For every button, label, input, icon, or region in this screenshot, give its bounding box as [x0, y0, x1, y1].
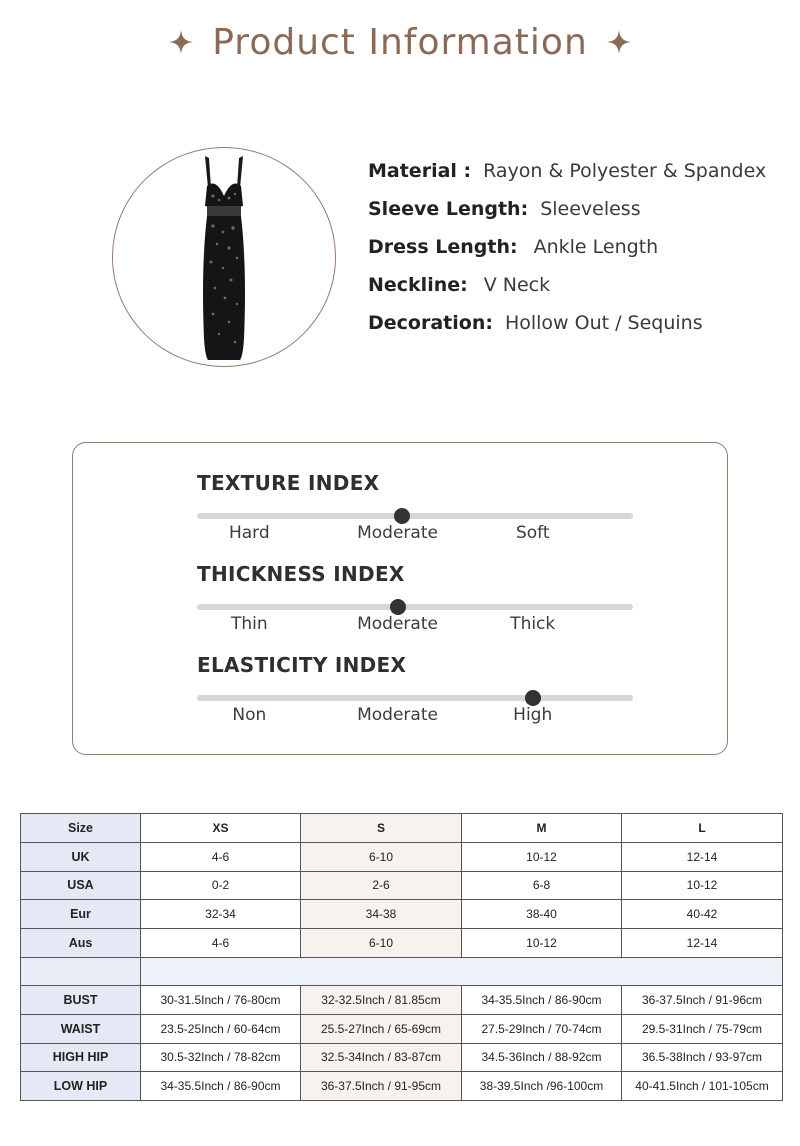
- table-cell: 29.5-31Inch / 75-79cm: [622, 1014, 783, 1043]
- table-cell: 12-14: [622, 929, 783, 958]
- table-cell: 2-6: [301, 871, 462, 900]
- thickness-index: [197, 560, 633, 636]
- sparkle-icon: [168, 29, 194, 55]
- table-cell: 34.5-36Inch / 88-92cm: [462, 1043, 622, 1072]
- attribute-sleeve-length: [368, 190, 788, 228]
- index-label: High: [513, 705, 553, 725]
- attribute-key: Material :: [368, 160, 472, 182]
- table-cell: 32-34: [141, 900, 301, 929]
- attribute-value: Ankle Length: [533, 236, 659, 258]
- attribute-key: Decoration:: [368, 312, 493, 334]
- attribute-neckline: [368, 266, 788, 304]
- table-row: [21, 842, 783, 871]
- table-cell: [141, 957, 783, 985]
- table-cell: 36.5-38Inch / 93-97cm: [622, 1043, 783, 1072]
- index-labels: [197, 523, 633, 545]
- table-row: [21, 1072, 783, 1101]
- table-cell: WAIST: [21, 1014, 141, 1043]
- index-label: Thin: [230, 614, 268, 634]
- page-title: Product Information: [212, 21, 588, 63]
- attribute-dress-length: [368, 228, 788, 266]
- table-cell: Eur: [21, 900, 141, 929]
- attribute-value: Hollow Out / Sequins: [504, 312, 703, 334]
- dress-image: [113, 148, 335, 366]
- index-marker: [525, 690, 541, 706]
- table-cell: 34-38: [301, 900, 462, 929]
- table-separator-row: [21, 957, 783, 985]
- sparkle-icon: [606, 29, 632, 55]
- index-labels: [197, 614, 633, 636]
- table-row: [21, 929, 783, 958]
- attribute-value: V Neck: [483, 274, 551, 296]
- table-cell: 30.5-32Inch / 78-82cm: [141, 1043, 301, 1072]
- table-cell: [21, 957, 141, 985]
- table-cell: 32-32.5Inch / 81.85cm: [301, 985, 462, 1014]
- table-cell: 6-8: [462, 871, 622, 900]
- elasticity-index: [197, 651, 633, 727]
- table-cell: 30-31.5Inch / 76-80cm: [141, 985, 301, 1014]
- index-track: [197, 604, 633, 610]
- attribute-value: Rayon & Polyester & Spandex: [483, 160, 767, 182]
- table-cell: 36-37.5Inch / 91-95cm: [301, 1072, 462, 1101]
- table-cell: 25.5-27Inch / 65-69cm: [301, 1014, 462, 1043]
- table-cell: USA: [21, 871, 141, 900]
- table-row: [21, 1014, 783, 1043]
- attribute-value: Sleeveless: [540, 198, 641, 220]
- table-cell: UK: [21, 842, 141, 871]
- table-row: [21, 900, 783, 929]
- product-image-frame: [112, 147, 336, 367]
- table-cell: 34-35.5Inch / 86-90cm: [462, 985, 622, 1014]
- table-cell: HIGH HIP: [21, 1043, 141, 1072]
- table-cell: 4-6: [141, 842, 301, 871]
- table-cell: 38-40: [462, 900, 622, 929]
- page-header: [0, 12, 800, 72]
- index-label: Moderate: [357, 614, 438, 634]
- index-title: ELASTICITY INDEX: [197, 653, 407, 677]
- index-label: Moderate: [357, 705, 438, 725]
- index-track: [197, 695, 633, 701]
- table-cell: 32.5-34Inch / 83-87cm: [301, 1043, 462, 1072]
- attribute-material: [368, 152, 788, 190]
- table-cell: Size: [21, 814, 141, 843]
- table-cell: BUST: [21, 985, 141, 1014]
- index-label: Thick: [510, 614, 556, 634]
- table-cell: 12-14: [622, 842, 783, 871]
- texture-index: [197, 469, 633, 545]
- index-label: Soft: [515, 523, 550, 543]
- table-cell: 10-12: [622, 871, 783, 900]
- index-labels: [197, 705, 633, 727]
- table-cell: M: [462, 814, 622, 843]
- table-cell: 38-39.5Inch /96-100cm: [462, 1072, 622, 1101]
- attribute-key: Neckline:: [368, 274, 468, 296]
- index-marker: [390, 599, 406, 615]
- table-cell: L: [622, 814, 783, 843]
- index-label: Moderate: [357, 523, 438, 543]
- attribute-key: Sleeve Length:: [368, 198, 529, 220]
- table-cell: LOW HIP: [21, 1072, 141, 1101]
- table-cell: 27.5-29Inch / 70-74cm: [462, 1014, 622, 1043]
- index-track: [197, 513, 633, 519]
- table-cell: 10-12: [462, 929, 622, 958]
- fabric-index-panel: [72, 442, 728, 755]
- table-cell: 6-10: [301, 929, 462, 958]
- table-cell: S: [301, 814, 462, 843]
- table-cell: 40-42: [622, 900, 783, 929]
- table-cell: 34-35.5Inch / 86-90cm: [141, 1072, 301, 1101]
- product-attributes: [368, 152, 788, 342]
- index-marker: [394, 508, 410, 524]
- table-cell: 40-41.5Inch / 101-105cm: [622, 1072, 783, 1101]
- index-title: THICKNESS INDEX: [197, 562, 405, 586]
- size-chart-table: [20, 813, 783, 1101]
- table-row: [21, 985, 783, 1014]
- table-cell: XS: [141, 814, 301, 843]
- table-cell: 6-10: [301, 842, 462, 871]
- attribute-key: Dress Length:: [368, 236, 518, 258]
- table-cell: 10-12: [462, 842, 622, 871]
- table-header-row: [21, 814, 783, 843]
- attribute-decoration: [368, 304, 788, 342]
- table-cell: 36-37.5Inch / 91-96cm: [622, 985, 783, 1014]
- table-cell: 4-6: [141, 929, 301, 958]
- table-cell: 23.5-25Inch / 60-64cm: [141, 1014, 301, 1043]
- index-title: TEXTURE INDEX: [197, 471, 380, 495]
- table-row: [21, 871, 783, 900]
- table-row: [21, 1043, 783, 1072]
- table-cell: Aus: [21, 929, 141, 958]
- index-label: Non: [232, 705, 267, 725]
- index-label: Hard: [228, 523, 270, 543]
- table-cell: 0-2: [141, 871, 301, 900]
